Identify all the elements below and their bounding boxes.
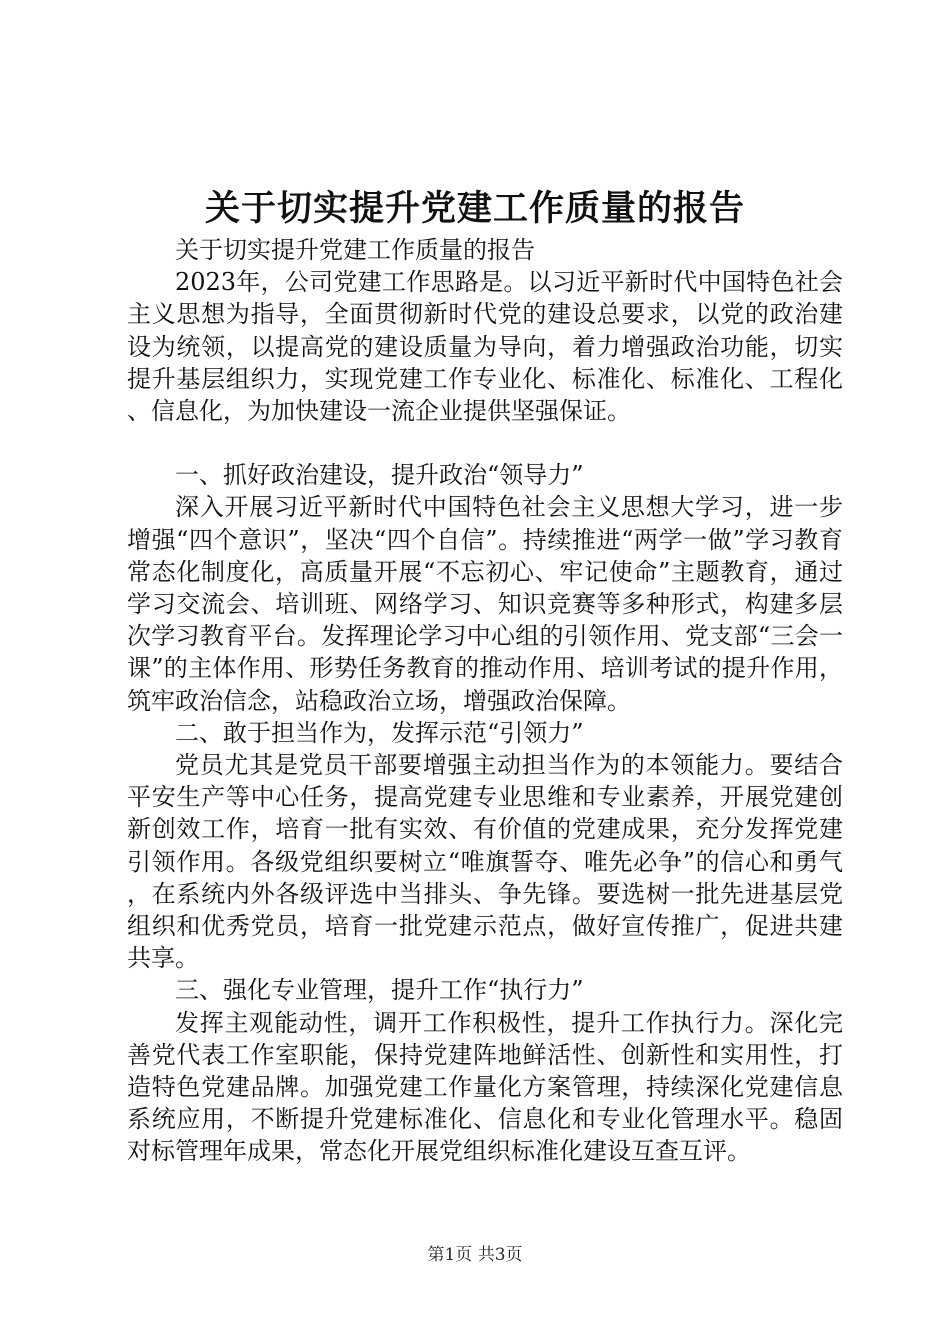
- section-heading-3: 三、强化专业管理，提升工作“执行力”: [175, 976, 584, 1005]
- document-title: 关于切实提升党建工作质量的报告: [204, 188, 745, 229]
- section-body-3: 发挥主观能动性，调开工作积极性，提升工作执行力。深化完善党代表工作室职能，保持党建阵地鲜活性、创新性和实用性，打造特色党建品牌。加强党建工作量化方案管理，持续深化党建信息系统应用，不断提升党建标准化、信息化和专业化管理水平。稳固对标管理年成果，常态化开展党组织标准化建设互查互评。: [127, 1008, 843, 1166]
- paragraph-spacer: [127, 427, 843, 459]
- section-body-2: 党员尤其是党员干部要增强主动担当作为的本领能力。要结合平安生产等中心任务，提高党建专业思维和专业素养，开展党建创新创效工作，培育一批有实效、有价值的党建成果，充分发挥党建引领作用。各级党组织要树立“唯旗誓夺、唯先必争”的信心和勇气，在系统内外各级评选中当排头、争先锋。要选树一批先进基层党组织和优秀党员，培育一批党建示范点，做好宣传推广，促进共建共享。: [127, 751, 843, 973]
- document-body: [127, 234, 843, 1168]
- section-heading-1: 一、抓好政治建设，提升政治“领导力”: [175, 461, 584, 490]
- page-number-footer: 第1页 共3页: [427, 1245, 523, 1265]
- section-heading-2: 二、敢于担当作为，发挥示范“引领力”: [175, 718, 584, 747]
- section-body-1: 深入开展习近平新时代中国特色社会主义思想大学习，进一步增强“四个意识”，坚决“四个自信”。持续推进“两学一做”学习教育常态化制度化，高质量开展“不忘初心、牢记使命”主题教育，通过学习交流会、培训班、网络学习、知识竞赛等多种形式，构建多层次学习教育平台。发挥理论学习中心组的引领作用、党支部“三会一课”的主体作用、形势任务教育的推动作用、培训考试的提升作用，筑牢政治信念，站稳政治立场，增强政治保障。: [127, 493, 843, 715]
- subtitle-paragraph: 关于切实提升党建工作质量的报告: [175, 236, 535, 264]
- intro-paragraph: 2023年，公司党建工作思路是。以习近平新时代中国特色社会主义思想为指导，全面贯彻新时代党的建设总要求，以党的政治建设为统领，以提高党的建设质量为导向，着力增强政治功能，切实提升基层组织力，实现党建工作专业化、标准化、标准化、工程化、信息化，为加快建设一流企业提供坚强保证。: [127, 268, 843, 426]
